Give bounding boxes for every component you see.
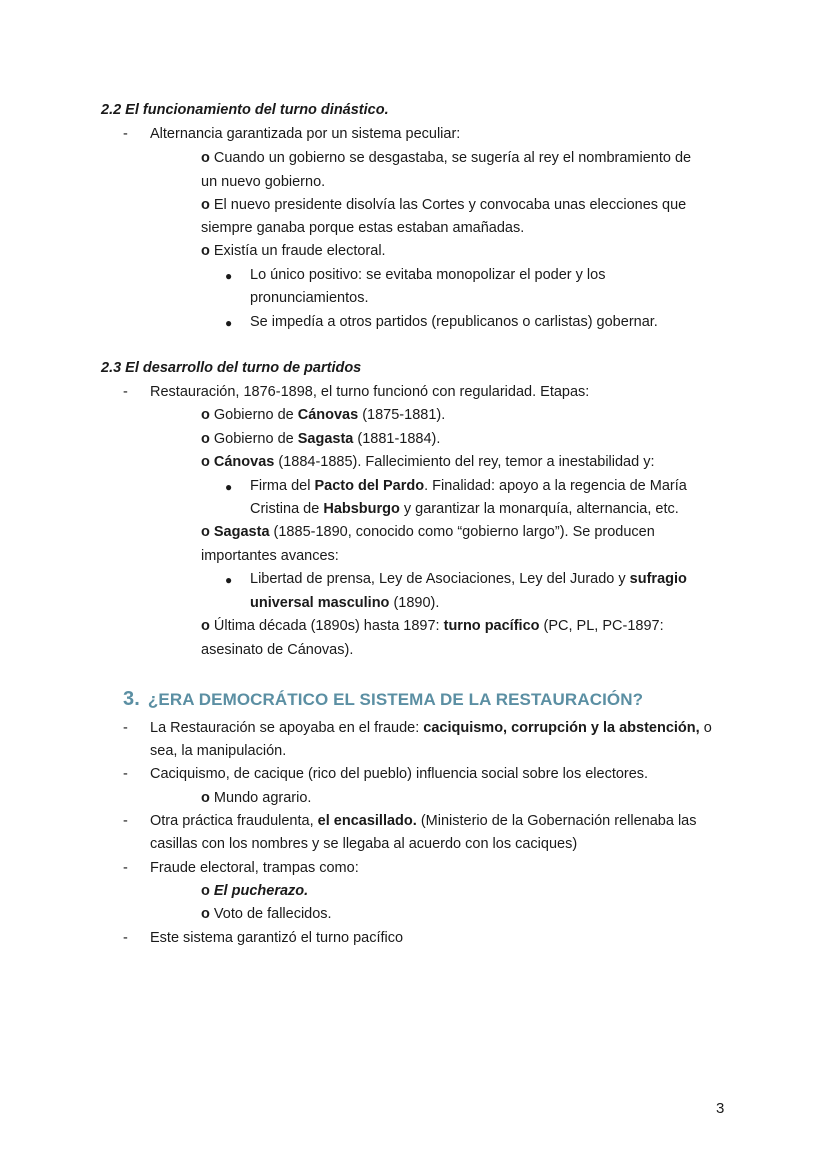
- o-marker: o: [201, 906, 210, 922]
- text: Gobierno de: [213, 407, 298, 423]
- sub-item: [201, 904, 332, 924]
- dash-marker: -: [123, 720, 128, 736]
- o-marker: o: [201, 407, 210, 423]
- bold-text: Cánovas: [297, 407, 359, 423]
- sub-item: [201, 148, 691, 168]
- sub-item: [201, 429, 440, 449]
- bullet-item: [250, 476, 687, 496]
- bold-italic-text: El pucherazo.: [213, 883, 309, 899]
- bold-text: caciquismo, corrupción y la abstención,: [423, 720, 700, 736]
- bullet-marker: ●: [225, 480, 233, 494]
- sub-item-text: El nuevo presidente disolvía las Cortes y convocaba unas elecciones que: [213, 197, 687, 213]
- bold-text: Pacto del Pardo: [314, 478, 425, 494]
- sub-item: [201, 881, 308, 901]
- bold-text: Cánovas: [213, 454, 275, 470]
- text: Libertad de prensa, Ley de Asociaciones, Ley del Jurado y: [250, 571, 630, 587]
- o-marker: o: [201, 197, 210, 213]
- section-3-heading: [123, 687, 643, 712]
- list-item: Caciquismo, de cacique (rico del pueblo) influencia social sobre los electores.: [150, 766, 649, 782]
- sub-item-continued: importantes avances:: [201, 548, 339, 564]
- o-marker: o: [201, 243, 210, 259]
- o-marker: o: [201, 790, 210, 806]
- dash-marker: -: [123, 813, 128, 829]
- bold-text: Sagasta: [297, 431, 354, 447]
- list-item: Alternancia garantizada por un sistema peculiar:: [150, 126, 461, 142]
- bold-text: turno pacífico: [443, 618, 540, 634]
- dash-marker: -: [123, 930, 128, 946]
- sub-item: [201, 241, 386, 261]
- text: Firma del: [250, 478, 315, 494]
- bold-text: Habsburgo: [323, 501, 400, 517]
- bullet-item-continued: [250, 593, 439, 613]
- sub-item-text: Voto de fallecidos.: [213, 906, 332, 922]
- text: . Finalidad: apoyo a la regencia de María: [424, 478, 687, 494]
- list-item-continued: casillas con los nombres y se llegaba al acuerdo con los caciques): [150, 836, 578, 852]
- bullet-marker: ●: [225, 269, 233, 283]
- section-3-title: ¿ERA DEMOCRÁTICO EL SISTEMA DE LA RESTAURACIÓN?: [147, 690, 644, 709]
- o-marker: o: [201, 454, 210, 470]
- bullet-item-continued: pronunciamientos.: [250, 290, 369, 306]
- text: (1885-1890, conocido como “gobierno largo”). Se producen: [269, 524, 655, 540]
- text: Gobierno de: [213, 431, 298, 447]
- text: (1875-1881).: [358, 407, 446, 423]
- text: (Ministerio de la Gobernación rellenaba las: [416, 813, 697, 829]
- sub-item-text: Cuando un gobierno se desgastaba, se sugería al rey el nombramiento de: [213, 150, 692, 166]
- bullet-item: Lo único positivo: se evitaba monopolizar el poder y los: [250, 267, 606, 283]
- bold-text: el encasillado.: [317, 813, 417, 829]
- sub-item-text: Existía un fraude electoral.: [213, 243, 386, 259]
- text: (1884-1885). Fallecimiento del rey, temor a inestabilidad y:: [274, 454, 655, 470]
- list-item: Restauración, 1876-1898, el turno funcionó con regularidad. Etapas:: [150, 384, 590, 400]
- text: o: [699, 720, 712, 736]
- sub-item-continued: siempre ganaba porque estas estaban amañadas.: [201, 220, 525, 236]
- text: Última década (1890s) hasta 1897:: [213, 618, 444, 634]
- sub-item-text: Mundo agrario.: [213, 790, 312, 806]
- bullet-item-continued: [250, 499, 679, 519]
- list-item: [150, 811, 696, 831]
- text: (1881-1884).: [353, 431, 441, 447]
- section-2-2-title: 2.2 El funcionamiento del turno dinástico.: [101, 102, 389, 118]
- bullet-marker: ●: [225, 573, 233, 587]
- text: Otra práctica fraudulenta,: [150, 813, 318, 829]
- dash-marker: -: [123, 126, 128, 142]
- text: (1890).: [389, 595, 440, 611]
- o-marker: o: [201, 524, 210, 540]
- o-marker: o: [201, 150, 210, 166]
- list-item: [150, 718, 712, 738]
- text: Cristina de: [250, 501, 324, 517]
- sub-item: [201, 452, 655, 472]
- dash-marker: -: [123, 766, 128, 782]
- sub-item: [201, 788, 311, 808]
- bullet-item: Se impedía a otros partidos (republicanos o carlistas) gobernar.: [250, 314, 658, 330]
- section-2-3-title: 2.3 El desarrollo del turno de partidos: [101, 360, 362, 376]
- bold-text: Sagasta: [213, 524, 270, 540]
- bullet-item: [250, 569, 687, 589]
- bold-text: universal masculino: [250, 595, 390, 611]
- sub-item: [201, 405, 445, 425]
- dash-marker: -: [123, 384, 128, 400]
- sub-item: [201, 522, 655, 542]
- dash-marker: -: [123, 860, 128, 876]
- list-item: Fraude electoral, trampas como:: [150, 860, 359, 876]
- list-item-continued: sea, la manipulación.: [150, 743, 287, 759]
- text: y garantizar la monarquía, alternancia, etc.: [399, 501, 679, 517]
- sub-item-continued: asesinato de Cánovas).: [201, 642, 354, 658]
- sub-item-continued: un nuevo gobierno.: [201, 174, 326, 190]
- bullet-marker: ●: [225, 316, 233, 330]
- section-number: 3.: [123, 688, 140, 710]
- text: La Restauración se apoyaba en el fraude:: [150, 720, 424, 736]
- list-item: Este sistema garantizó el turno pacífico: [150, 930, 404, 946]
- sub-item: [201, 195, 686, 215]
- page-number: 3: [716, 1100, 725, 1117]
- bold-text: sufragio: [629, 571, 687, 587]
- sub-item: [201, 616, 664, 636]
- text: (PC, PL, PC-1897:: [539, 618, 664, 634]
- o-marker: o: [201, 618, 210, 634]
- o-marker: o: [201, 431, 210, 447]
- o-marker: o: [201, 883, 210, 899]
